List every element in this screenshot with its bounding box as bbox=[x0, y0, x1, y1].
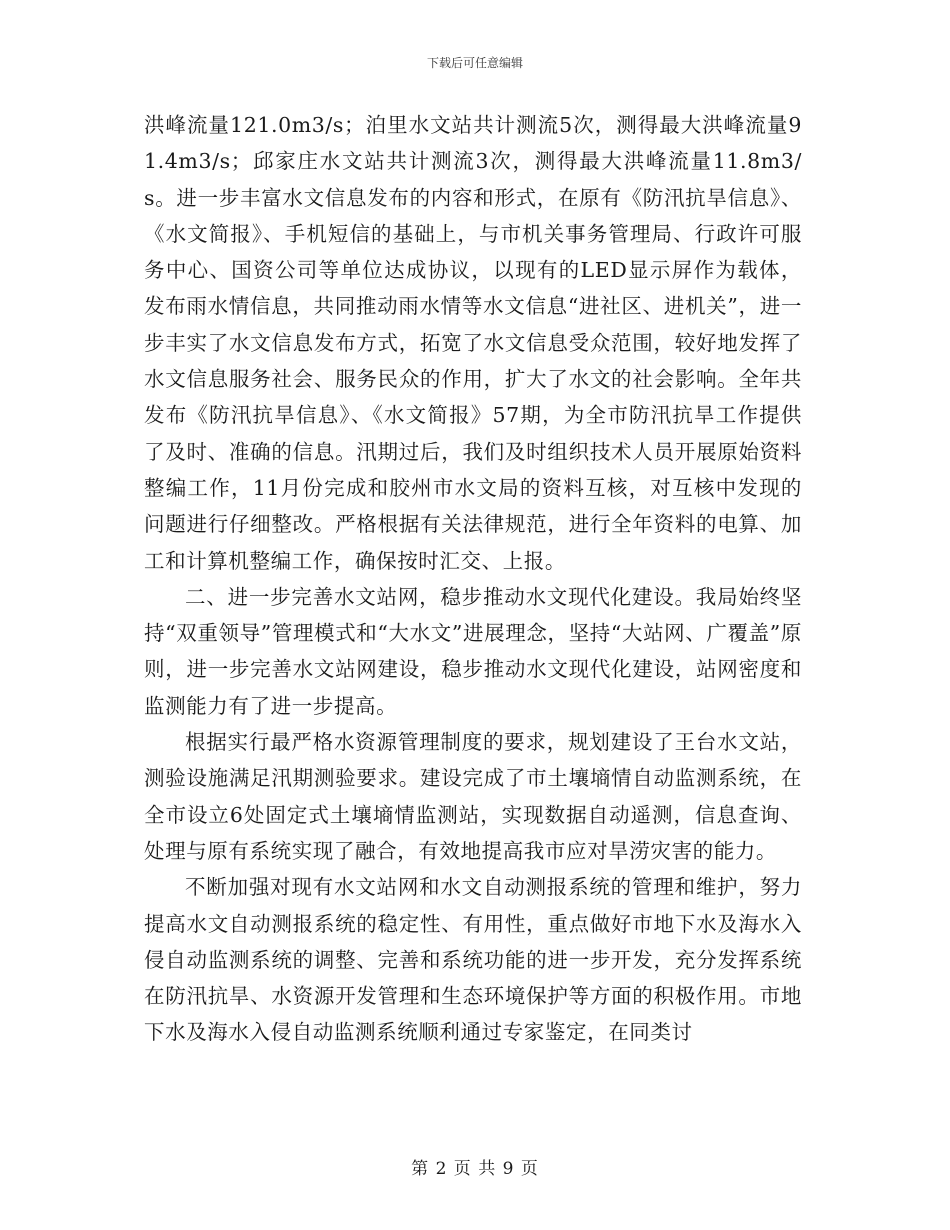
document-body bbox=[144, 107, 802, 1051]
paragraph-continuation: 洪峰流量121.0m3/s；泊里水文站共计测流5次，测得最大洪峰流量91.4m3/s；邱家庄水文站共计测流3次，测得最大洪峰流量11.8m3/s。进一步丰富水文信息发布的内容和形式，在原有《防汛抗旱信息》、《水文简报》、手机短信的基础上，与市机关事务管理局、行政许可服务中心、国资公司等单位达成协议，以现有的LED显示屏作为载体，发布雨水情信息，共同推动雨水情等水文信息“进社区、进机关”，进一步丰实了水文信息发布方式，拓宽了水文信息受众范围，较好地发挥了水文信息服务社会、服务民众的作用，扩大了水文的社会影响。全年共发布《防汛抗旱信息》、《水文简报》57期，为全市防汛抗旱工作提供了及时、准确的信息。汛期过后，我们及时组织技术人员开展原始资料整编工作，11月份完成和胶州市水文局的资料互核，对互核中发现的问题进行仔细整改。严格根据有关法律规范，进行全年资料的电算、加工和计算机整编工作，确保按时汇交、上报。 bbox=[144, 113, 802, 573]
paragraph-monitoring-system: 不断加强对现有水文站网和水文自动测报系统的管理和维护，努力提高水文自动测报系统的稳定性、有用性，重点做好市地下水及海水入侵自动监测系统的调整、完善和系统功能的进一步开发，充分发挥系统在防汛抗旱、水资源开发管理和生态环境保护等方面的积极作用。市地下水及海水入侵自动监测系统顺利通过专家鉴定，在同类讨 bbox=[144, 875, 802, 1045]
page-header: 下载后可任意编辑 bbox=[426, 56, 523, 70]
paragraph-wangtai-station: 根据实行最严格水资源管理制度的要求，规划建设了王台水文站，测验设施满足汛期测验要求。建设完成了市土壤墒情自动监测系统，在全市设立6处固定式土壤墒情监测站，实现数据自动遥测，信息查询、处理与原有系统实现了融合，有效地提高我市应对旱涝灾害的能力。 bbox=[144, 730, 802, 863]
paragraph-section-two: 二、进一步完善水文站网，稳步推动水文现代化建设。我局始终坚持“双重领导”管理模式和“大水文”进展理念，坚持“大站网、广覆盖”原则，进一步完善水文站网建设，稳步推动水文现代化建设，站网密度和监测能力有了进一步提高。 bbox=[144, 584, 802, 718]
page-number: 第 2 页 共 9 页 bbox=[411, 1159, 539, 1179]
